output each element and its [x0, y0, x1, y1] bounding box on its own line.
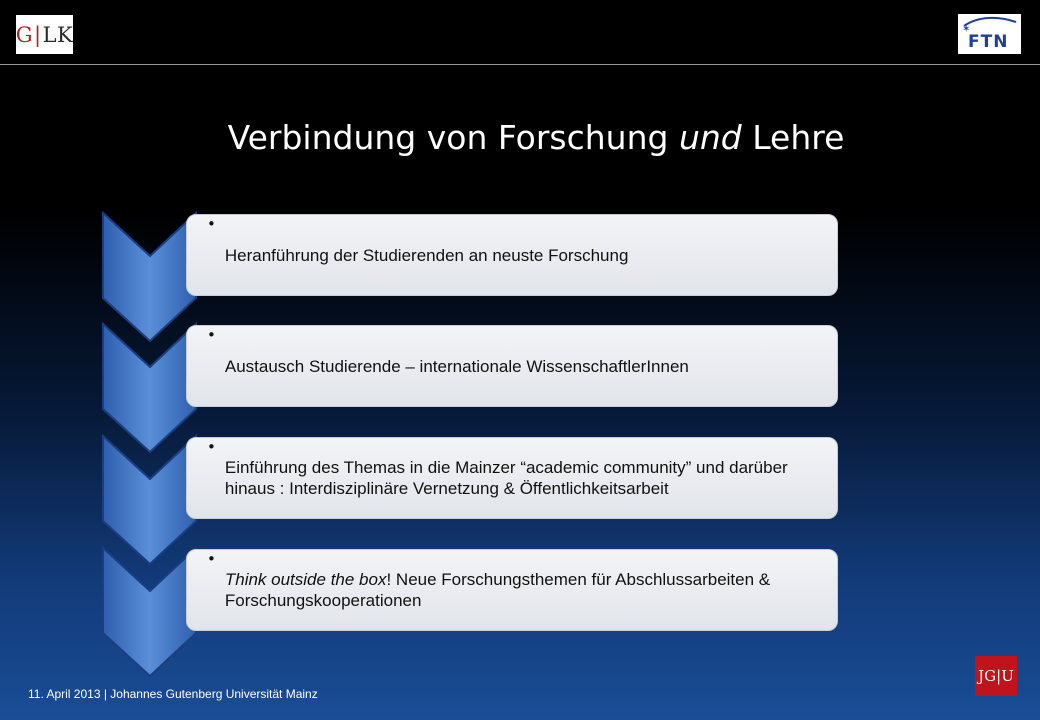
footer-text: 11. April 2013 | Johannes Gutenberg Universität Mainz [28, 687, 318, 701]
process-step-1 [186, 214, 838, 296]
chevron-step-2 [103, 324, 196, 452]
bullet-icon: • [207, 438, 216, 456]
bullet-icon: • [207, 215, 216, 233]
chevron-step-4 [103, 548, 196, 676]
slide-title: Verbindung von Forschung und Lehre [227, 118, 845, 157]
process-step-2 [186, 325, 838, 407]
jgu-logo: JG|U [975, 656, 1017, 696]
step-text: Einführung des Themas in die Mainzer “academic community” und darüber hinaus : Interdisziplinäre Vernetzung & Öffentlichkeitsarbeit [224, 458, 788, 498]
process-step-4 [186, 549, 838, 631]
step-text-emphasis: Think outside the box [224, 570, 387, 589]
svg-text:FTN: FTN [968, 32, 1009, 52]
chevron-step-3 [103, 436, 196, 564]
step-text [225, 569, 825, 611]
step-text-rest: ! Neue Forschungsthemen für Abschlussarbeiten & Forschungskooperationen [224, 570, 771, 610]
bullet-icon: • [207, 326, 216, 344]
step-text: Austausch Studierende – internationale WissenschaftlerInnen [224, 356, 689, 376]
step-text: Heranführung der Studierenden an neuste Forschung [224, 245, 629, 265]
chevron-step-1 [103, 213, 196, 341]
process-step-3 [186, 437, 838, 519]
svg-text:✶: ✶ [962, 24, 971, 35]
bullet-icon: • [207, 550, 216, 568]
glk-logo: G | LK [16, 15, 73, 54]
